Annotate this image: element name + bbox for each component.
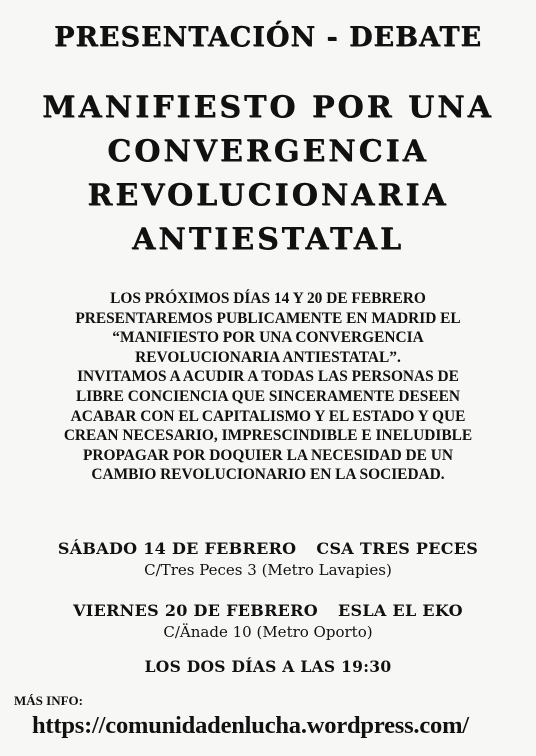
invitation-text [0,289,536,485]
title-line: ANTIESTATAL [132,222,404,257]
body-line: “MANIFIESTO POR UNA CONVERGENCIA [112,329,424,347]
more-info-label: MÁS INFO: [14,693,83,708]
event-time: LOS DOS DÍAS A LAS 19:30 [144,657,392,676]
body-line: PRESENTAREMOS PUBLICAMENTE EN MADRID EL [75,309,461,327]
body-line: CAMBIO REVOLUCIONARIO EN LA SOCIEDAD. [91,466,445,484]
title-line: MANIFIESTO POR UNA [42,90,494,125]
event-date: SÁBADO 14 DE FEBRERO [57,539,297,558]
event-venue: ESLA EL EKO [338,601,463,620]
event-address: C/Tres Peces 3 (Metro Lavapies) [144,561,392,579]
event-address: C/Änade 10 (Metro Oporto) [163,623,373,641]
event-heading [0,538,536,560]
body-line: INVITAMOS A ACUDIR A TODAS LAS PERSONAS DE [77,368,459,386]
poster-title [0,86,536,262]
event-heading [0,600,536,622]
title-line: CONVERGENCIA [107,134,429,169]
body-line: ACABAR CON EL CAPITALISMO Y EL ESTADO Y QUE [70,407,466,425]
event-date: VIERNES 20 DE FEBRERO [73,601,318,620]
event-venue: CSA TRES PECES [316,539,479,558]
title-line: REVOLUCIONARIA [87,178,449,213]
event-friday [0,600,536,642]
event-saturday [0,538,536,580]
body-line: PROPAGAR POR DOQUIER LA NECESIDAD DE UN [83,446,453,464]
more-info-url: https://comunidadenlucha.wordpress.com/ [32,712,469,739]
body-line: LIBRE CONCIENCIA QUE SINCERAMENTE DESEEN [76,387,460,405]
body-line: CREAN NECESARIO, IMPRESCINDIBLE E INELUDIBLE [63,427,473,445]
body-line: LOS PRÓXIMOS DÍAS 14 Y 20 DE FEBRERO [110,290,426,307]
body-line: REVOLUCIONARIA ANTIESTATAL”. [135,348,401,366]
poster-header: PRESENTACIÓN - DEBATE [54,22,482,53]
